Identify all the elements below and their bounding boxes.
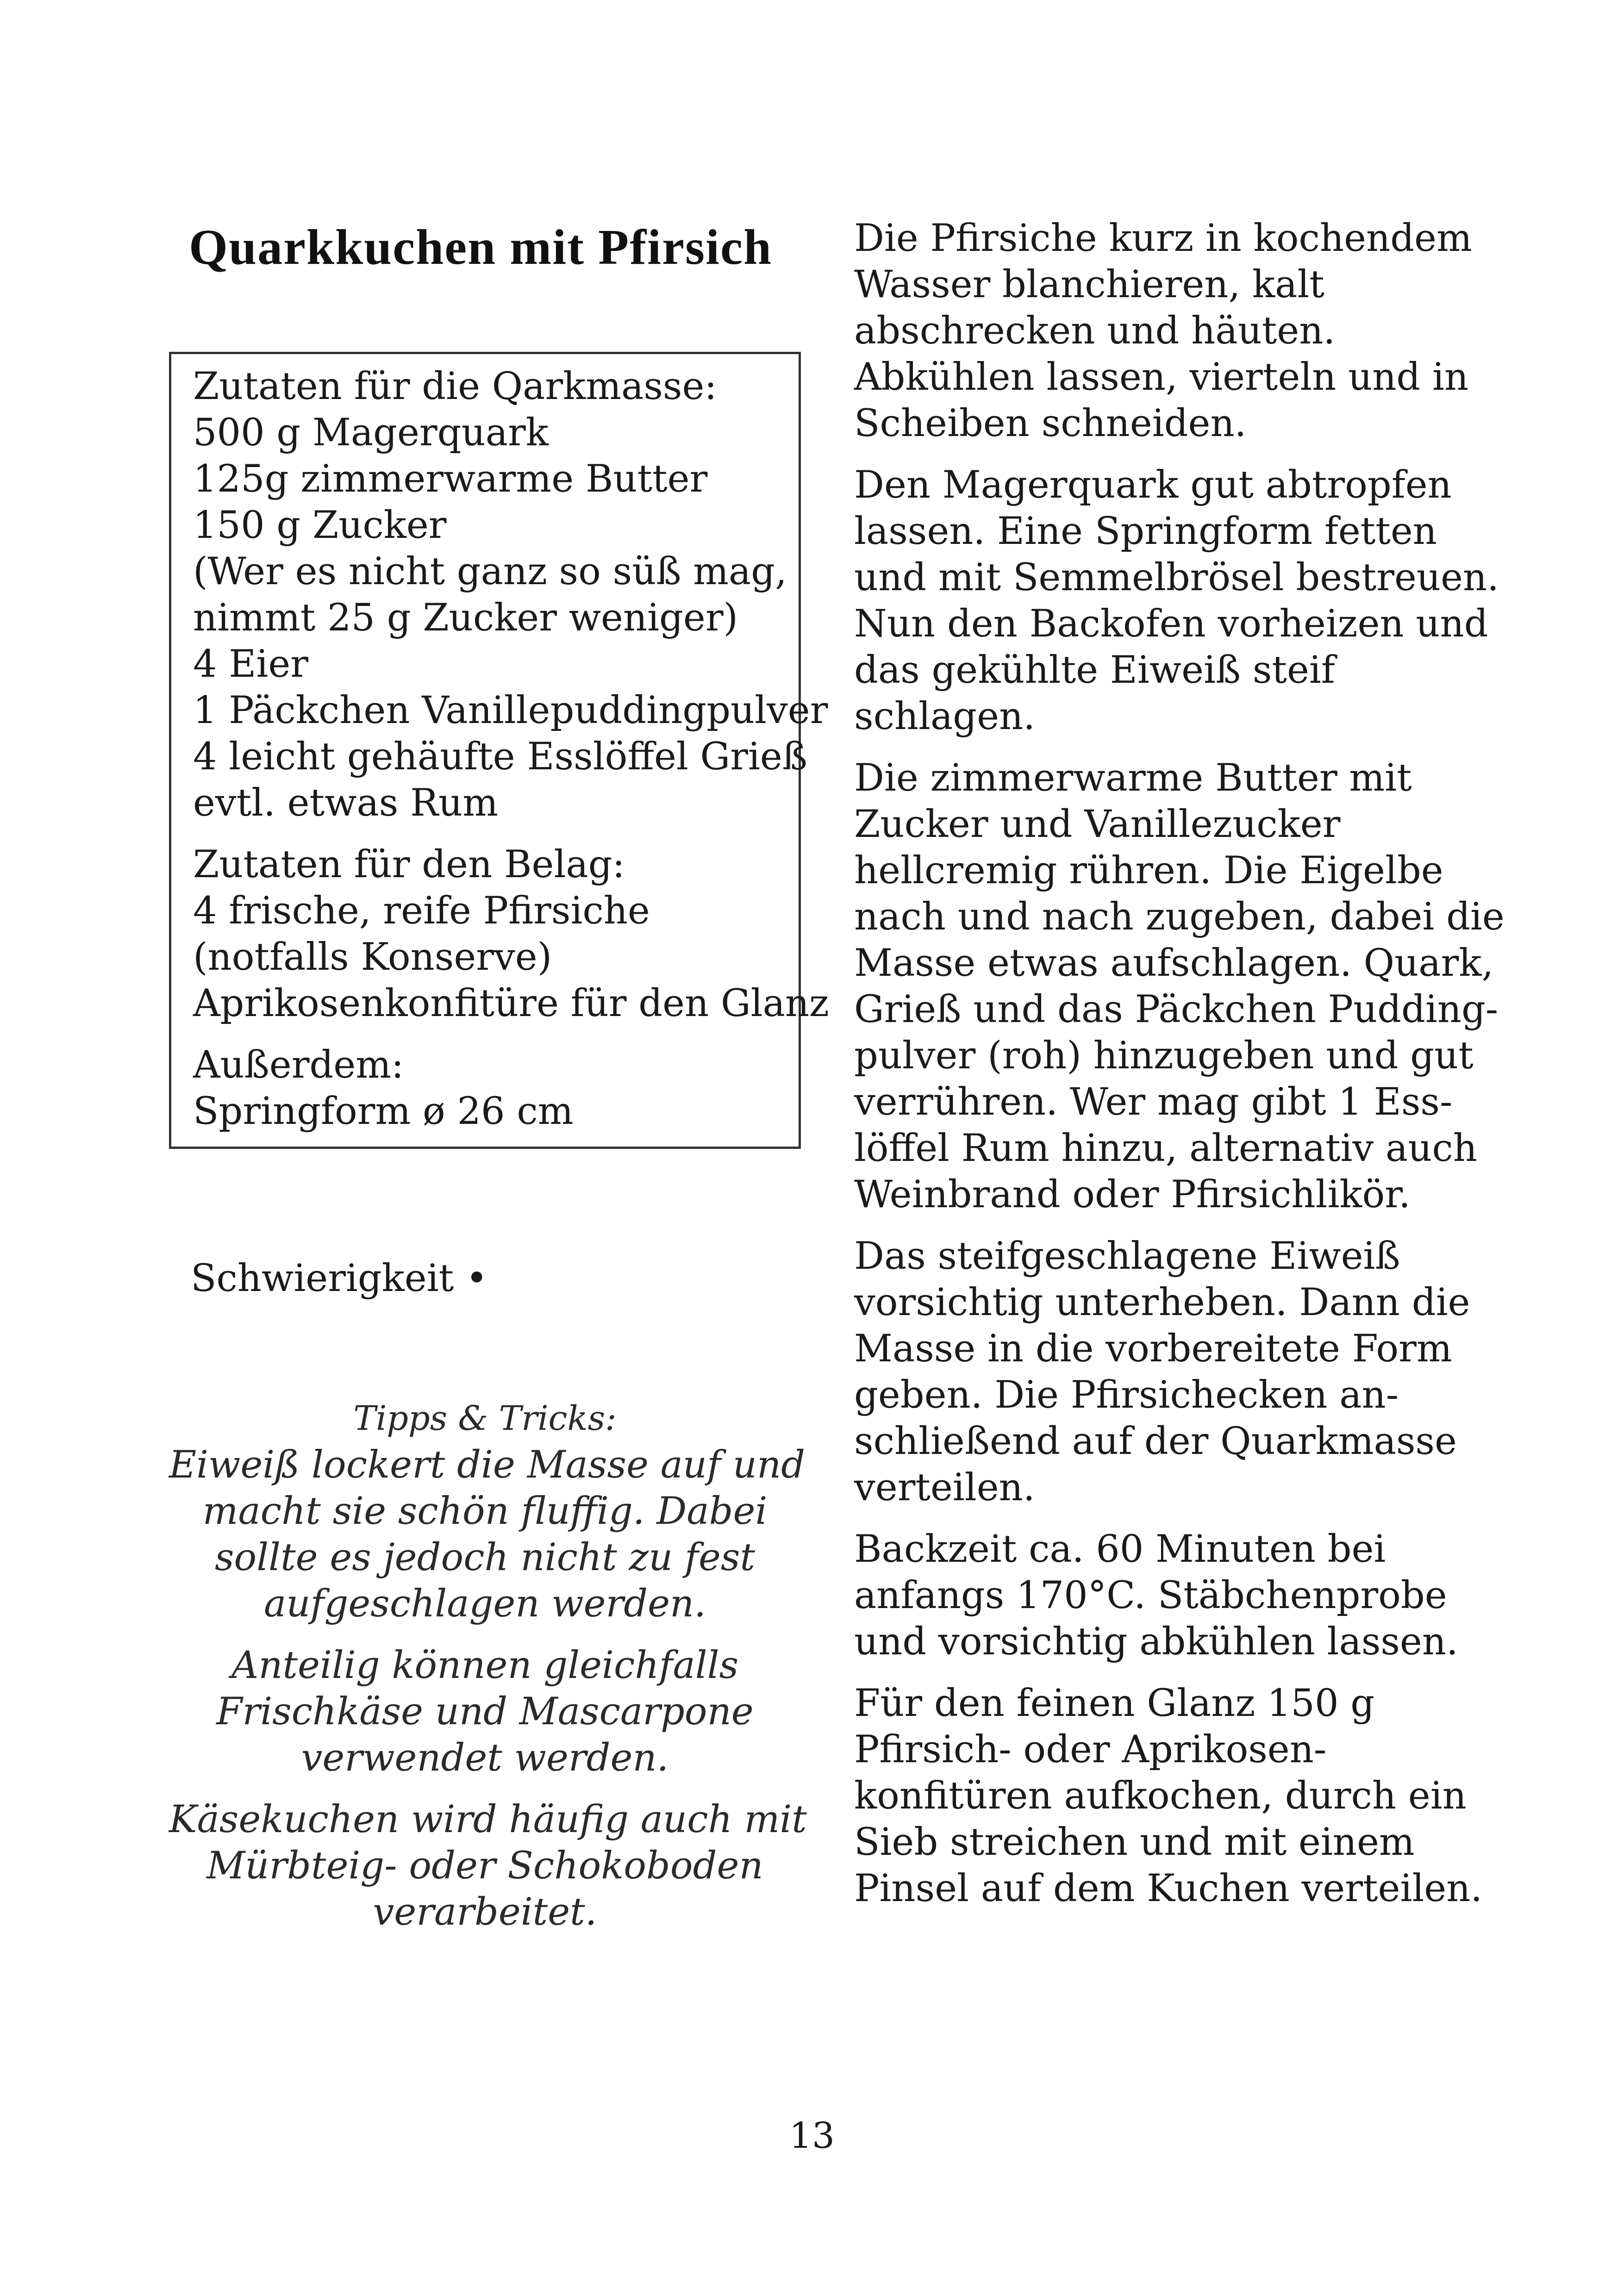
tip-line: verwendet werden. (301, 1736, 669, 1780)
instruction-line: verrühren. Wer mag gibt 1 Ess- (854, 1080, 1453, 1124)
instruction-line: abschrecken und häuten. (854, 309, 1336, 353)
difficulty-rating: Schwierigkeit • (191, 1257, 488, 1300)
ingredient-line: 4 frische, reife Pfirsiche (193, 889, 650, 933)
recipe-title: Quarkkuchen mit Pfirsich (189, 220, 773, 275)
tips-section (169, 1396, 807, 1951)
instruction-line: anfangs 170°C. Stäbchenprobe (854, 1574, 1447, 1617)
instruction-paragraph (854, 1680, 1483, 1912)
instruction-line: schließend auf der Quarkmasse (854, 1420, 1457, 1463)
instruction-line: Wasser blanchieren, kalt (854, 263, 1324, 306)
tip-line: Eiweiß lockert die Masse auf und (169, 1443, 805, 1487)
tip-line: Mürbteig- oder Schokoboden (206, 1844, 763, 1888)
ingredient-line: Springform ø 26 cm (193, 1090, 574, 1133)
ingredient-line: 4 Eier (193, 642, 308, 686)
instruction-line: Pinsel auf dem Kuchen verteilen. (854, 1867, 1483, 1910)
instruction-line: Weinbrand oder Pfirsichlikör. (854, 1173, 1411, 1216)
instruction-line: und vorsichtig abkühlen lassen. (854, 1620, 1458, 1664)
ingredient-line: Aprikosenkonfitüre für den Glanz (193, 982, 829, 1025)
ingredient-group-topping (193, 842, 829, 1027)
tip-line: verarbeitet. (373, 1890, 597, 1934)
tip-paragraph (169, 1642, 801, 1781)
instruction-line: das gekühlte Eiweiß steif (854, 649, 1335, 692)
tip-paragraph (169, 1796, 807, 1935)
instruction-line: nach und nach zugeben, dabei die (854, 895, 1505, 939)
tip-line: sollte es jedoch nicht zu fest (214, 1536, 756, 1579)
instruction-paragraph (854, 215, 1472, 447)
instruction-line: Scheiben schneiden. (854, 402, 1247, 445)
instruction-line: Die zimmerwarme Butter mit (854, 756, 1412, 800)
ingredient-line: (Wer es nicht ganz so süß mag, (193, 550, 787, 593)
instruction-line: lassen. Eine Springform fetten (854, 510, 1437, 553)
instruction-line: geben. Die Pfirsichecken an- (854, 1373, 1399, 1417)
page-number: 13 (789, 2115, 835, 2157)
ingredient-line: 125g zimmerwarme Butter (193, 457, 708, 501)
ingredient-line: Außerdem: (193, 1043, 404, 1087)
ingredient-line: Zutaten für die Qarkmasse: (193, 365, 717, 408)
tip-paragraph (169, 1442, 805, 1627)
instruction-line: Grieß und das Päckchen Pudding- (854, 988, 1499, 1031)
tip-line: macht sie schön fluffig. Dabei (202, 1490, 768, 1533)
tip-line: Käsekuchen wird häufig auch mit (169, 1798, 807, 1841)
instruction-line: schlagen. (854, 695, 1035, 738)
instruction-line: Masse etwas aufschlagen. Quark, (854, 942, 1494, 985)
tip-line: Anteilig können gleichfalls (231, 1644, 739, 1687)
ingredient-group-extra (193, 1042, 799, 1135)
ingredient-group-quark (193, 363, 828, 826)
instruction-line: Sieb streichen und mit einem (854, 1821, 1415, 1864)
instruction-line: Zucker und Vanillezucker (854, 803, 1341, 846)
instruction-line: Das steifgeschlagene Eiweiß (854, 1235, 1400, 1278)
instruction-line: löffel Rum hinzu, alternativ auch (854, 1127, 1477, 1170)
ingredient-line: 4 leicht gehäufte Esslöffel Grieß (193, 735, 807, 779)
instruction-line: konfitüren aufkochen, durch ein (854, 1774, 1467, 1818)
instruction-line: Pfirsich- oder Aprikosen- (854, 1728, 1327, 1771)
ingredient-line: 500 g Magerquark (193, 411, 549, 455)
ingredient-line: 150 g Zucker (193, 504, 447, 547)
tip-line: Frischkäse und Mascarpone (216, 1690, 754, 1734)
instruction-line: Masse in die vorbereitete Form (854, 1327, 1452, 1371)
instruction-line: vorsichtig unterheben. Dann die (854, 1281, 1470, 1324)
instruction-paragraph (854, 755, 1505, 1218)
instruction-line: Für den feinen Glanz 150 g (854, 1682, 1375, 1725)
instruction-line: pulver (roh) hinzugeben und gut (854, 1034, 1474, 1078)
ingredient-line: nimmt 25 g Zucker weniger) (193, 596, 738, 640)
instruction-paragraph (854, 1526, 1456, 1665)
instruction-line: Backzeit ca. 60 Minuten bei (854, 1528, 1386, 1571)
instruction-line: verteilen. (854, 1466, 1035, 1509)
instruction-line: Den Magerquark gut abtropfen (854, 463, 1452, 507)
instruction-paragraph (854, 1233, 1470, 1511)
instruction-paragraph (854, 462, 1499, 740)
ingredient-line: Zutaten für den Belag: (193, 843, 625, 886)
tips-heading: Tipps & Tricks: (353, 1399, 617, 1438)
instruction-line: Nun den Backofen vorheizen und (854, 602, 1488, 646)
instruction-line: und mit Semmelbrösel bestreuen. (854, 556, 1499, 599)
instructions-column (854, 215, 1505, 1927)
tip-line: aufgeschlagen werden. (264, 1582, 706, 1626)
ingredients-box (169, 352, 829, 1149)
ingredient-line: evtl. etwas Rum (193, 781, 499, 825)
ingredient-line: 1 Päckchen Vanillepuddingpulver (193, 689, 828, 732)
instruction-line: Die Pfirsiche kurz in kochendem (854, 217, 1472, 260)
instruction-line: Abkühlen lassen, vierteln und in (854, 355, 1469, 399)
ingredient-line: (notfalls Konserve) (193, 935, 552, 979)
instruction-line: hellcremig rühren. Die Eigelbe (854, 849, 1443, 892)
